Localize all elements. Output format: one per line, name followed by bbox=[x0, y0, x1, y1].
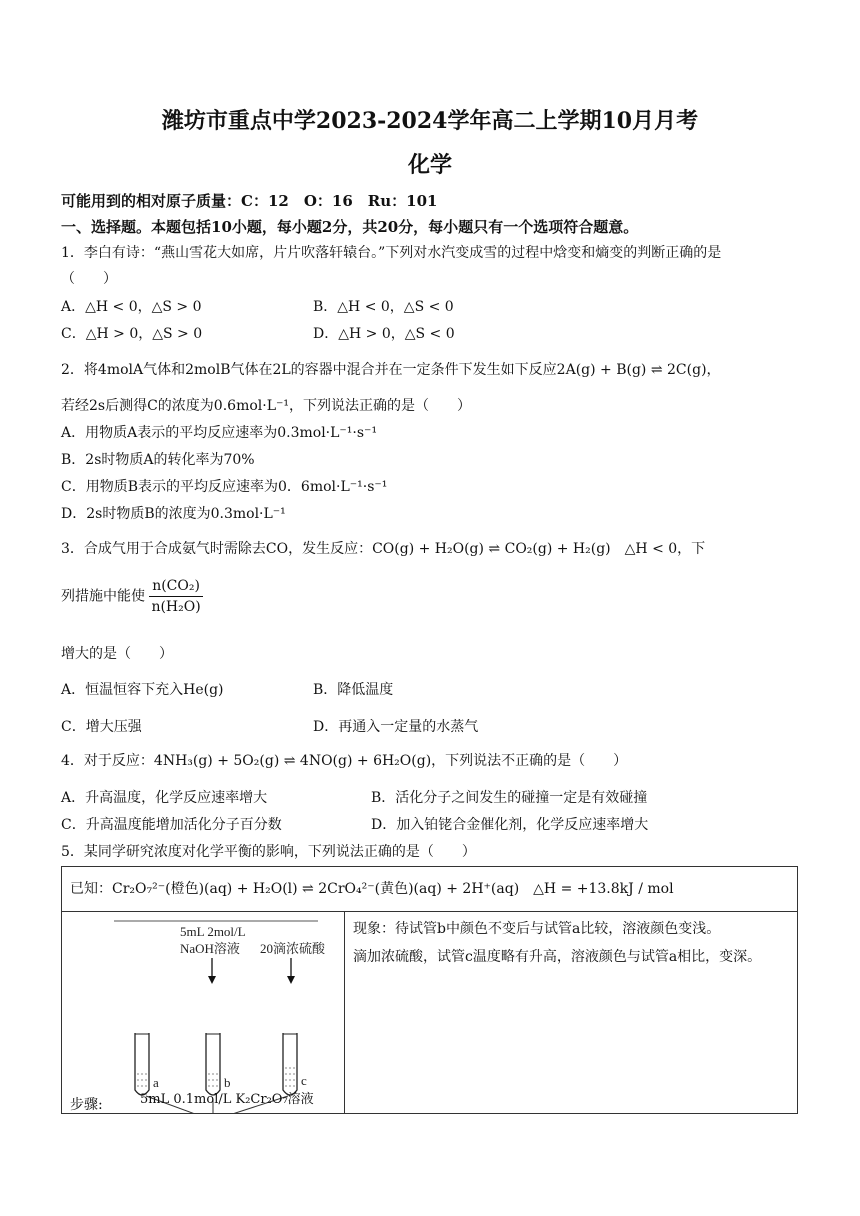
k2cr2o7-label: 5mL 0.1mol/L K₂Cr₂O₇溶液 bbox=[140, 1092, 314, 1107]
arrow-down-icon bbox=[287, 958, 295, 984]
q2-option-c: C．用物质B表示的平均反应速率为0．6mol·L⁻¹·s⁻¹ bbox=[61, 479, 388, 495]
phenomenon-text bbox=[345, 912, 797, 971]
q3-stem-line3: 增大的是（ ） bbox=[61, 646, 173, 662]
q3-option-d: D．再通入一定量的水蒸气 bbox=[313, 719, 479, 735]
phenomenon-line-1: 现象：待试管b中颜色不变后与试管a比较，溶液颜色变浅。 bbox=[353, 921, 721, 937]
q3-option-b: B．降低温度 bbox=[313, 682, 394, 698]
known-reaction: 已知：Cr₂O₇²⁻(橙色)(aq) + H₂O(l) ⇌ 2CrO₄²⁻(黄色)(aq) + 2H⁺(aq) △H = +13.8kJ / mol bbox=[70, 881, 674, 897]
acid-label: 20滴浓硫酸 bbox=[260, 941, 326, 956]
tube-c-label: c bbox=[301, 1073, 307, 1088]
q2-stem-line1: 2．将4molA气体和2molB气体在2L的容器中混合并在一定条件下发生如下反应2A(g) + B(g) ⇌ 2C(g)， bbox=[61, 362, 721, 378]
q1-stem-line1: 1．李白有诗：“燕山雪花大如席，片片吹落轩辕台。”下列对水汽变成雪的过程中焓变和熵变的判断正确的是 bbox=[61, 245, 722, 261]
q5-stem: 5．某同学研究浓度对化学平衡的影响，下列说法正确的是（ ） bbox=[61, 844, 476, 860]
q3-stem-line2 bbox=[61, 576, 203, 617]
naoh-label-line2: NaOH溶液 bbox=[180, 941, 240, 956]
arrow-down-icon bbox=[208, 958, 216, 984]
q4-option-b: B．活化分子之间发生的碰撞一定是有效碰撞 bbox=[371, 790, 648, 806]
q2-option-d: D．2s时物质B的浓度为0.3mol·L⁻¹ bbox=[61, 506, 286, 522]
naoh-label-line1: 5mL 2mol/L bbox=[180, 924, 246, 939]
phenomenon-cell bbox=[345, 912, 798, 1114]
q1-option-b: B．△H < 0，△S < 0 bbox=[313, 299, 454, 315]
tube-a-label: a bbox=[153, 1075, 159, 1090]
q2-option-b: B．2s时物质A的转化率为70% bbox=[61, 452, 255, 468]
phenomenon-line-2: 滴加浓硫酸，试管c温度略有升高，溶液颜色与试管a相比，变深。 bbox=[353, 949, 762, 965]
q4-option-d: D．加入铂铑合金催化剂，化学反应速率增大 bbox=[371, 817, 649, 833]
tube-b-label: b bbox=[224, 1075, 231, 1090]
q1-option-d: D．△H > 0，△S < 0 bbox=[313, 326, 455, 342]
test-tube-icon bbox=[283, 1033, 297, 1095]
test-tube-diagram bbox=[62, 912, 344, 1113]
atomic-mass-note: 可能用到的相对原子质量：C：12 O：16 Ru：101 bbox=[61, 192, 438, 210]
test-tube-icon bbox=[206, 1033, 220, 1095]
q3-option-c: C．增大压强 bbox=[61, 719, 142, 735]
q1-stem-line2: （ ） bbox=[61, 271, 117, 287]
q3-option-a: A．恒温恒容下充入He(g) bbox=[61, 682, 224, 698]
q3-fraction-numerator: n(CO₂) bbox=[149, 576, 202, 597]
test-tube-icon bbox=[135, 1033, 149, 1095]
q5-experiment-table bbox=[61, 866, 798, 1114]
q3-ratio-fraction bbox=[149, 576, 202, 617]
q1-option-a: A．△H < 0，△S > 0 bbox=[61, 299, 202, 315]
q2-option-a: A．用物质A表示的平均反应速率为0.3mol·L⁻¹·s⁻¹ bbox=[61, 425, 378, 441]
steps-label: 步骤: bbox=[70, 1097, 103, 1113]
subject-title: 化学 bbox=[407, 152, 452, 178]
q4-stem: 4．对于反应：4NH₃(g) + 5O₂(g) ⇌ 4NO(g) + 6H₂O(g)，下列说法不正确的是（ ） bbox=[61, 753, 628, 769]
section-heading: 一、选择题。本题包括10小题，每小题2分，共20分，每小题只有一个选项符合题意。 bbox=[61, 218, 639, 236]
q3-stem-prefix: 列措施中能使 bbox=[61, 588, 145, 605]
steps-cell bbox=[62, 912, 345, 1114]
q3-fraction-denominator: n(H₂O) bbox=[151, 599, 201, 615]
q1-option-c: C．△H > 0，△S > 0 bbox=[61, 326, 203, 342]
q3-stem-line1: 3．合成气用于合成氨气时需除去CO，发生反应：CO(g) + H₂O(g) ⇌ CO₂(g) + H₂(g) △H < 0，下 bbox=[61, 541, 706, 557]
known-reaction-cell bbox=[62, 867, 798, 912]
q4-option-a: A．升高温度，化学反应速率增大 bbox=[61, 790, 268, 806]
q2-stem-line2: 若经2s后测得C的浓度为0.6mol·L⁻¹，下列说法正确的是（ ） bbox=[61, 398, 471, 414]
q4-option-c: C．升高温度能增加活化分子百分数 bbox=[61, 817, 282, 833]
exam-title: 潍坊市重点中学2023-2024学年高二上学期10月月考 bbox=[161, 108, 699, 134]
